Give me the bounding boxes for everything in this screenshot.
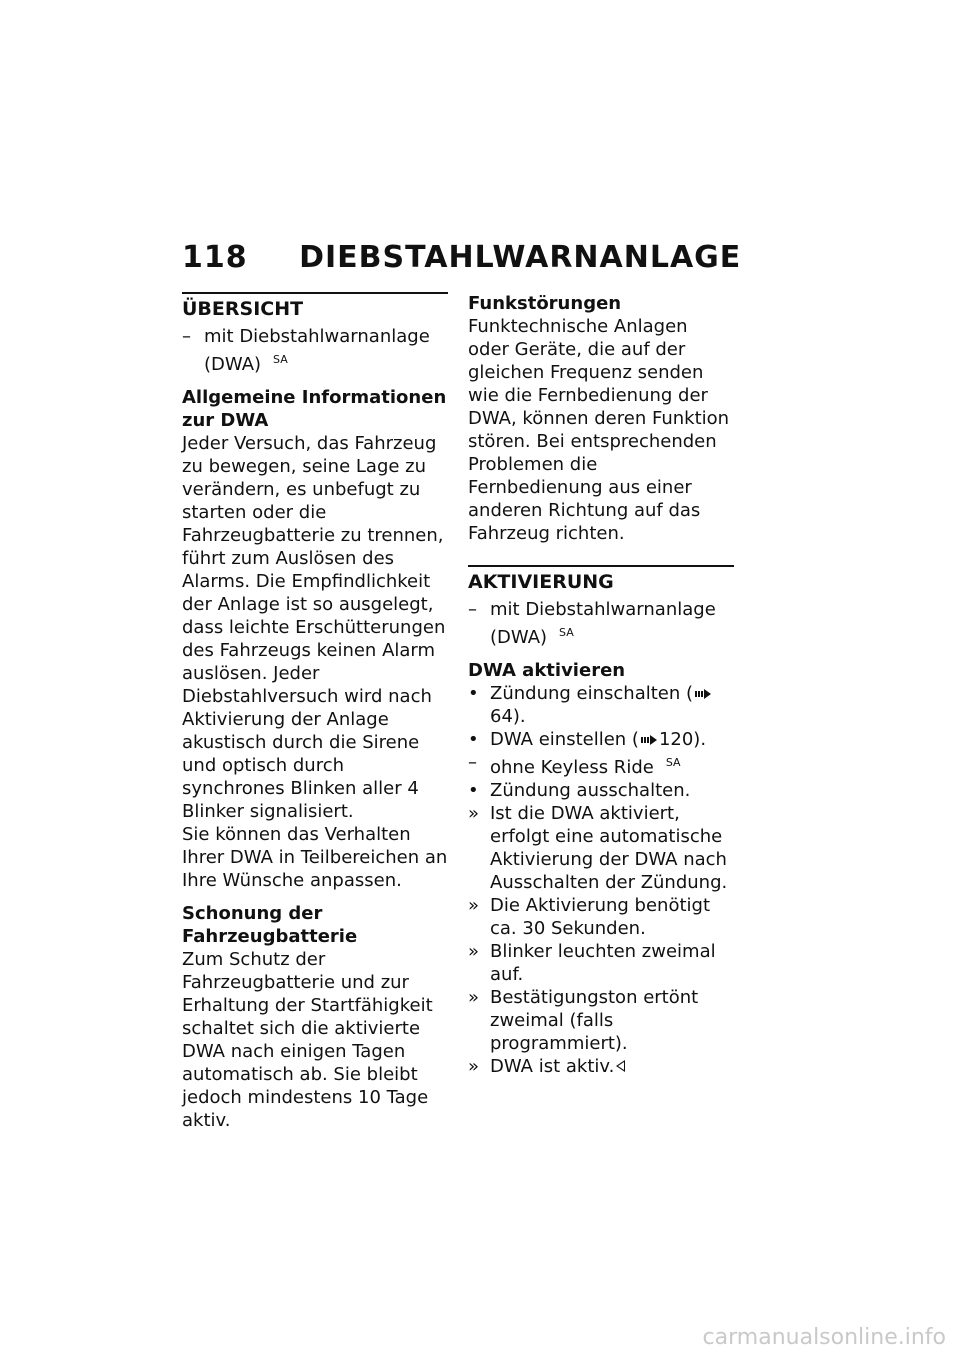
result-text: Bestätigungston ertönt zweimal (falls programmiert). [490,987,699,1054]
page-reference[interactable]: 120). [658,729,707,750]
section-rule [182,292,448,294]
result-mark: » [468,895,480,916]
condition-dwa [182,325,448,376]
heading-general-info: Allgemeine Informationen zur DWA [182,387,447,431]
result-mark: » [468,941,480,962]
result-text: DWA ist aktiv. [490,1056,615,1077]
radio-interference-text: Funktechnische Anlagen oder Geräte, die auf der gleichen Frequenz senden wie die Fernbedienung der DWA, können deren Funktion stören. Bei entsprechenden Problemen die Fernbedienung aus einer anderen Richtung auf das Fahrzeug richten. [468,316,730,544]
step-text: DWA einstellen ( [490,729,639,750]
bullet-mark: • [468,729,479,750]
heading-radio-interference: Funkstörungen [468,293,622,314]
page-reference[interactable]: 64). [490,706,526,727]
bullet-mark: • [468,780,479,801]
condition-dash: – [468,752,477,773]
result-item [468,802,734,894]
result-mark: » [468,1056,480,1077]
result-text: Die Aktivierung benötigt ca. 30 Sekunden. [490,895,711,939]
heading-battery: Schonung der Fahrzeugbatterie [182,903,358,947]
battery-text: Zum Schutz der Fahrzeugbatterie und zur Erhaltung der Startfähigkeit schaltet sich die aktivierte DWA nach einigen Tagen automatisch ab. Sie bleibt jedoch mindestens 10 Tage aktiv. [182,949,433,1131]
step-text: Zündung ausschalten. [490,780,691,801]
result-item [468,894,734,940]
condition-text: ohne Keyless Ride [490,757,654,778]
condition-text: mit Diebstahlwarnanlage (DWA) [204,326,430,375]
sa-label: SA [665,756,681,769]
condition-dash: – [468,599,477,620]
general-info-text: Jeder Versuch, das Fahrzeug zu bewegen, seine Lage zu verändern, es unbefugt zu starten oder die Fahrzeugbatterie zu trennen, führt zum Auslösen des Alarms. Die Empfindlichkeit der Anlage ist so ausgelegt, dass leichte Erschütterungen des Fahrzeugs keinen Alarm auslösen. Jeder Diebstahlversuch wird nach Aktivierung der Anlage akustisch durch die Sirene und optisch durch synchrones Blinken aller 4 Blinker signalisiert. [182,433,446,822]
sa-label: SA [559,626,574,639]
result-mark: » [468,803,480,824]
result-item [468,1055,734,1078]
left-column [182,292,448,1142]
condition-keyless [468,751,734,779]
heading-activate-dwa: DWA aktivieren [468,660,626,681]
page-number: 118 [182,240,248,275]
general-info-text-2: Sie können das Verhalten Ihrer DWA in Teilbereichen an Ihre Wünsche anpassen. [182,824,448,891]
step-ignition-on [468,682,734,728]
result-mark: » [468,987,480,1008]
bullet-mark: • [468,683,479,704]
result-item [468,986,734,1055]
chapter-title: DIEBSTAHLWARNANLAGE [299,240,742,275]
condition-dwa [468,598,734,649]
step-ignition-off [468,779,734,802]
end-triangle-icon [616,1060,625,1072]
sa-label: SA [273,353,288,366]
step-dwa-settings [468,728,734,751]
right-column [468,292,734,1078]
step-text: Zündung einschalten ( [490,683,694,704]
section-title-activation: AKTIVIERUNG [468,571,614,593]
result-text: Blinker leuchten zweimal auf. [490,941,716,985]
result-text: Ist die DWA aktiviert, erfolgt eine automatische Aktivierung der DWA nach Ausschalten der Zündung. [490,803,728,893]
condition-dash: – [182,326,191,347]
page-header [182,240,741,275]
section-title-overview: ÜBERSICHT [182,298,304,320]
result-item [468,940,734,986]
condition-text: mit Diebstahlwarnanlage (DWA) [490,599,716,648]
watermark: carmanualsonline.info [702,1325,946,1350]
arrow-right-icon [641,735,657,745]
arrow-right-icon [695,689,711,699]
section-rule [468,565,734,567]
